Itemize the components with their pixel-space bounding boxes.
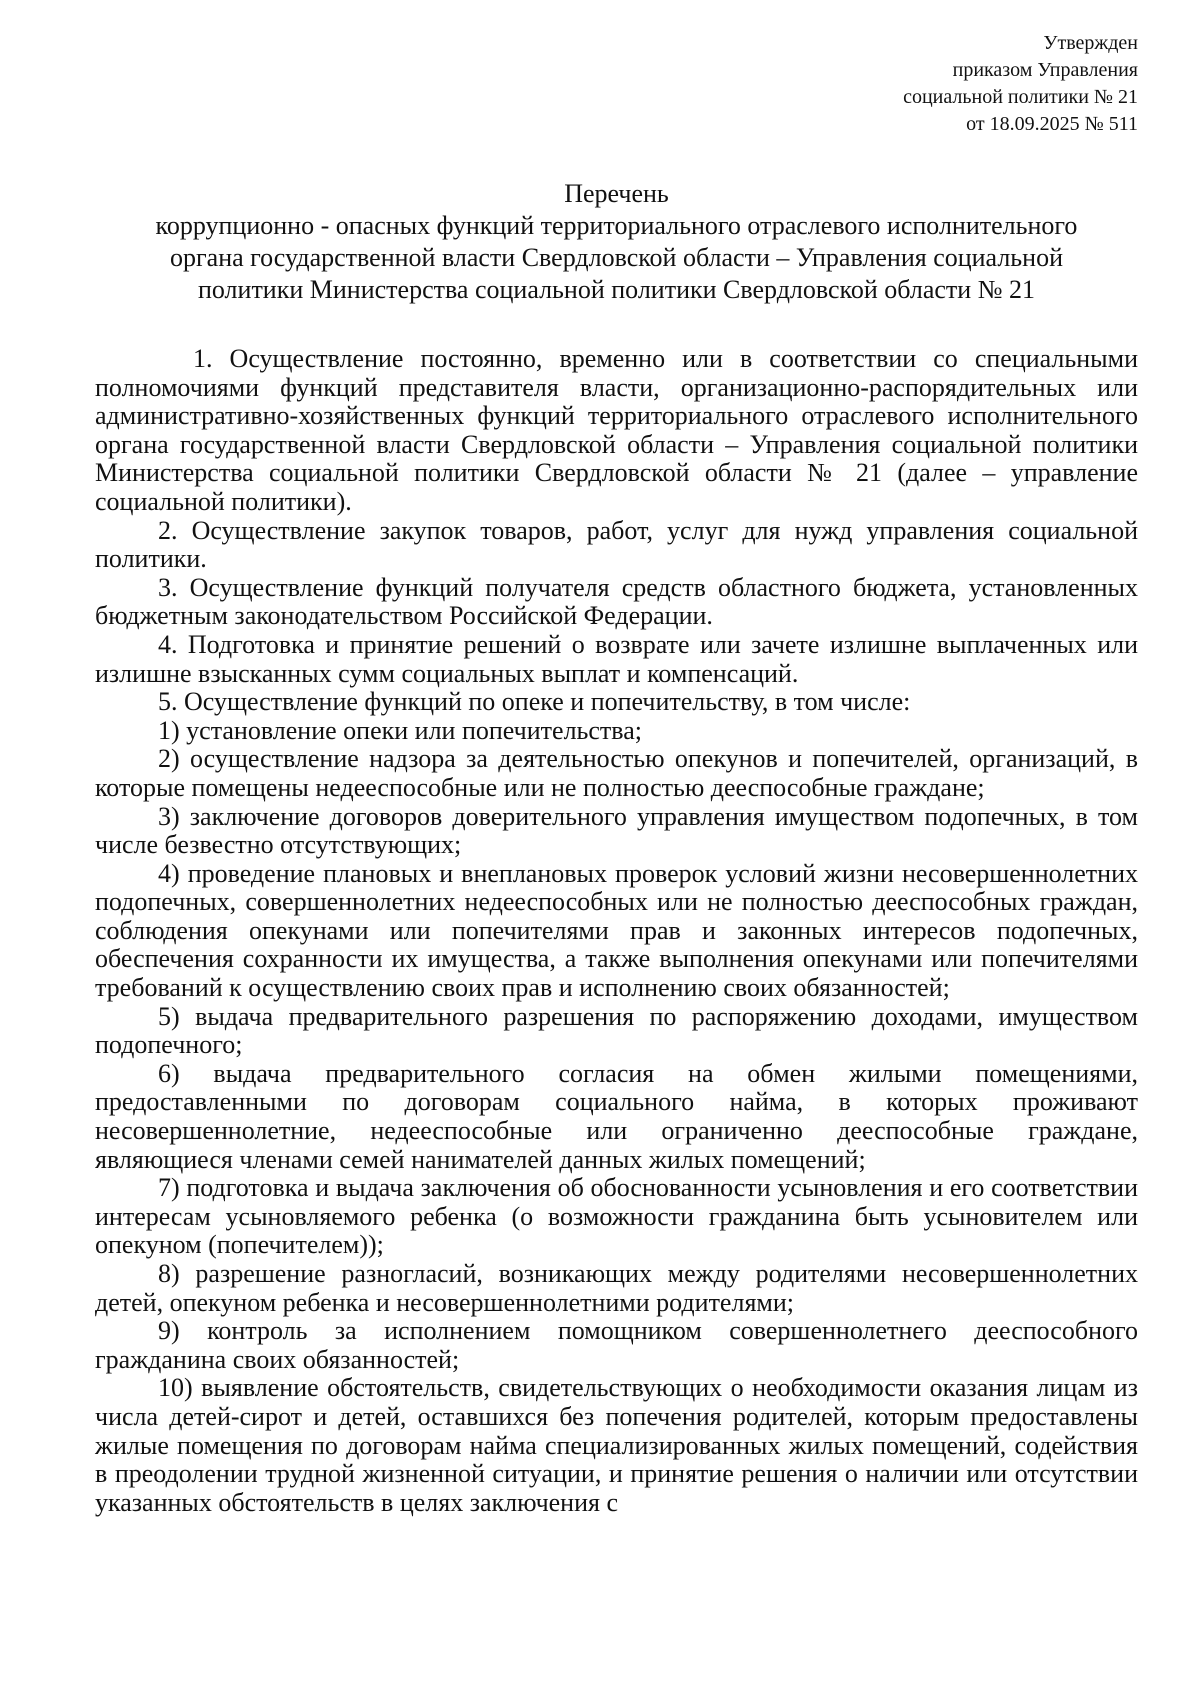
sub-item-1: 1) установление опеки или попечительства;: [158, 715, 642, 745]
approval-line-order: приказом Управления: [952, 59, 1138, 81]
sub-item-6: 6) выдача предварительного согласия на обмен жилыми помещениями, предоставленными по договорам социального найма, в которых проживают несовершеннолетние, недееспособные или ограниченно дееспособные граждане, являющиеся членами семей нанимателей данных жилых помещений;: [95, 1058, 1138, 1174]
title-line-1: коррупционно - опасных функций территориального отраслевого исполнительного: [155, 211, 1078, 240]
approval-line-approved: Утвержден: [1043, 32, 1138, 54]
list-item-1: 1. Осуществление постоянно, временно или в соответствии со специальными полномочиями функций представителя власти, организационно-распорядительных или административно-хозяйственных функций территориального отраслевого исполнительного органа государственной власти Свердловской области – Управления социальной политики Министерства социальной политики Свердловской области № 21 (далее – управление социальной политики).: [95, 344, 1138, 516]
list-item-5: 5. Осуществление функций по опеке и попечительству, в том числе:: [158, 687, 911, 717]
sub-item-10: 10) выявление обстоятельств, свидетельствующих о необходимости оказания лицам из числа детей-сирот и детей, оставшихся без попечения родителей, которым предоставлены жилые помещения по договорам найма специализированных жилых помещений, содействия в преодолении трудной жизненной ситуации, и принятие решения о наличии или отсутствии указанных обстоятельств в целях заключения с: [95, 1373, 1138, 1517]
approval-line-date-number: от 18.09.2025 № 511: [966, 113, 1138, 135]
sub-item-3: 3) заключение договоров доверительного управления имуществом подопечных, в том числе безвестно отсутствующих;: [95, 801, 1138, 860]
sub-item-9: 9) контроль за исполнением помощником совершеннолетнего дееспособного гражданина своих обязанностей;: [95, 1316, 1138, 1374]
approval-line-department: социальной политики № 21: [903, 86, 1138, 108]
title-line-3: политики Министерства социальной политики Свердловской области № 21: [197, 275, 1035, 304]
sub-item-4: 4) проведение плановых и внеплановых проверок условий жизни несовершеннолетних подопечных, совершеннолетних недееспособных или не полностью дееспособных граждан, соблюдения опекунами или попечителями прав и законных интересов подопечных, обеспечения сохранности их имущества, а также выполнения опекунами или попечителями требований к осуществлению своих прав и исполнению своих обязанностей;: [95, 858, 1138, 1003]
approval-stamp-block: [95, 30, 1138, 138]
sub-item-7: 7) подготовка и выдача заключения об обоснованности усыновления и его соответствии интересам усыновляемого ребенка (о возможности гражданина быть усыновителем или опекуном (попечителем));: [95, 1173, 1138, 1260]
sub-item-5: 5) выдача предварительного разрешения по распоряжению доходами, имуществом подопечного;: [95, 1001, 1138, 1060]
list-item-3: 3. Осуществление функций получателя средств областного бюджета, установленных бюджетным законодательством Российской Федерации.: [95, 572, 1138, 631]
document-title: [95, 178, 1138, 306]
list-item-2: 2. Осуществление закупок товаров, работ, услуг для нужд управления социальной политики.: [95, 515, 1138, 574]
sub-item-8: 8) разрешение разногласий, возникающих между родителями несовершеннолетних детей, опекуном ребенка и несовершеннолетними родителями;: [95, 1259, 1138, 1317]
list-item-4: 4. Подготовка и принятие решений о возврате или зачете излишне выплаченных или излишне взысканных сумм социальных выплат и компенсаций.: [95, 629, 1138, 688]
title-line-2: органа государственной власти Свердловской области – Управления социальной: [169, 243, 1063, 272]
title-heading: Перечень: [564, 179, 669, 208]
sub-item-2: 2) осуществление надзора за деятельностью опекунов и попечителей, организаций, в которые помещены недееспособные или не полностью дееспособные граждане;: [95, 744, 1138, 802]
document-body: [95, 345, 1138, 1517]
